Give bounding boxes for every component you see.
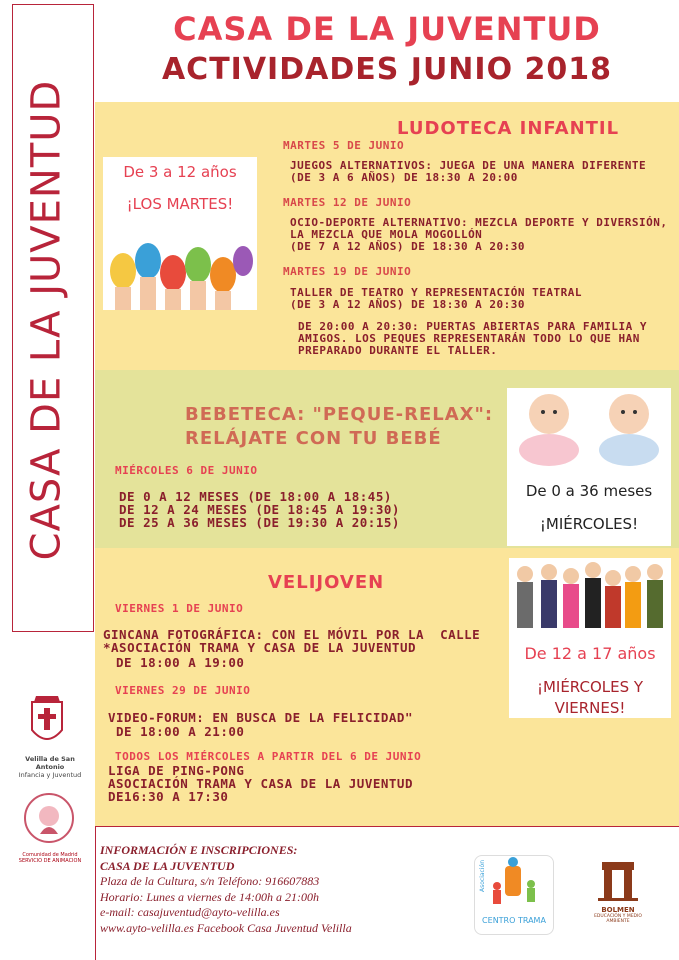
- bebeteca-title-1: BEBETECA: "PEQUE-RELAX":: [185, 404, 494, 425]
- trama-figures-icon: [475, 856, 553, 916]
- ludoteca-date-2: MARTES 12 DE JUNIO: [283, 196, 412, 209]
- info-place: CASA DE LA JUVENTUD: [100, 858, 235, 873]
- velijoven-age-card: [509, 558, 671, 718]
- ludoteca-age: De 3 a 12 años: [123, 163, 237, 181]
- velijoven-date-3: TODOS LOS MIÉRCOLES A PARTIR DEL 6 DE JUNIO: [115, 750, 422, 763]
- sidebar-title: CASA DE LA JUVENTUD: [23, 79, 69, 561]
- ludoteca-text-2: OCIO-DEPORTE ALTERNATIVO: MEZCLA DEPORTE Y DIVERSIÓN, LA MEZCLA QUE MOLA MOGOLLÓN (DE 7 A 12 AÑOS) DE 18:30 A 20:30: [290, 216, 668, 253]
- velijoven-time-2: DE 18:00 A 21:00: [116, 724, 245, 739]
- centro-trama-logo: [474, 855, 554, 935]
- teenagers-image: [509, 558, 671, 638]
- youth-service-logo-icon: [18, 790, 80, 850]
- babies-image: [507, 388, 671, 468]
- velijoven-text-3: LIGA DE PING-PONG ASOCIACIÓN TRAMA Y CASA DE LA JUVENTUD DE16:30 A 17:30: [108, 763, 413, 804]
- bolmen-subtitle: EDUCACIÓN Y MEDIO AMBIENTE: [594, 914, 642, 924]
- velijoven-date-2: VIERNES 29 DE JUNIO: [115, 684, 251, 697]
- velijoven-time-1: DE 18:00 A 19:00: [116, 655, 245, 670]
- info-address: Plaza de la Cultura, s/n Teléfono: 916607883: [100, 874, 320, 888]
- bebeteca-age-card: [507, 388, 671, 546]
- contact-info: [100, 843, 352, 936]
- bebeteca-title-2: RELÁJATE CON TU BEBÉ: [185, 428, 442, 449]
- youth-service-caption: Comunidad de Madrid SERVICIO DE ANIMACION: [18, 852, 82, 864]
- trama-label: CENTRO TRAMA: [482, 916, 546, 925]
- dolmen-icon: [588, 858, 648, 902]
- bebeteca-schedule: DE 0 A 12 MESES (DE 18:00 A 18:45) DE 12 A 24 MESES (DE 18:45 A 19:30) DE 25 A 36 MESES (DE 19:30 A 20:15): [119, 489, 400, 530]
- painted-hands-image: [103, 231, 257, 310]
- ludoteca-day: ¡LOS MARTES!: [126, 195, 234, 213]
- bolmen-label: BOLMEN: [601, 906, 635, 914]
- velijoven-age: De 12 a 17 años: [524, 644, 656, 663]
- ludoteca-title: LUDOTECA INFANTIL: [397, 118, 620, 139]
- info-email[interactable]: e-mail: casajuventud@ayto-velilla.es: [100, 905, 280, 919]
- info-hours: Horario: Lunes a viernes de 14:00h a 21:00h: [100, 889, 319, 904]
- velijoven-text-2: VIDEO-FORUM: EN BUSCA DE LA FELICIDAD": [108, 710, 413, 725]
- ludoteca-text-3: TALLER DE TEATRO Y REPRESENTACIÓN TEATRAL (DE 3 A 12 AÑOS) DE 18:30 A 20:30: [290, 286, 583, 311]
- velijoven-day-1: ¡MIÉRCOLES Y: [536, 678, 644, 696]
- bebeteca-day: ¡MIÉRCOLES!: [539, 515, 639, 533]
- bolmen-logo: [588, 858, 648, 928]
- bebeteca-age: De 0 a 36 meses: [525, 482, 653, 500]
- ludoteca-date-3: MARTES 19 DE JUNIO: [283, 265, 412, 278]
- page-subtitle: ACTIVIDADES JUNIO 2018: [161, 52, 613, 87]
- ludoteca-open-doors: DE 20:00 A 20:30: PUERTAS ABIERTAS PARA FAMILIA Y AMIGOS. LOS PEQUES REPRESENTARÁN TODO LO QUE HAN PREPARADO DURANTE EL TALLER.: [298, 320, 648, 357]
- ludoteca-age-card: [103, 157, 257, 310]
- info-web[interactable]: www.ayto-velilla.es Facebook Casa Juventud Velilla: [100, 920, 352, 935]
- trama-side-label: Asociación: [479, 860, 486, 892]
- info-heading: INFORMACIÓN E INSCRIPCIONES:: [100, 843, 298, 857]
- ludoteca-text-1: JUEGOS ALTERNATIVOS: JUEGA DE UNA MANERA DIFERENTE (DE 3 A 6 AÑOS) DE 18:30 A 20:00: [290, 159, 647, 184]
- velijoven-title: VELIJOVEN: [268, 572, 385, 593]
- page-title: CASA DE LA JUVENTUD: [173, 10, 601, 48]
- crest-caption: Velilla de San Antonio Infancia y Juventud: [18, 755, 82, 779]
- velilla-crest-icon: [28, 690, 66, 750]
- ludoteca-date-1: MARTES 5 DE JUNIO: [283, 139, 405, 152]
- bebeteca-date: MIÉRCOLES 6 DE JUNIO: [115, 464, 258, 477]
- velijoven-text-1: GINCANA FOTOGRÁFICA: CON EL MÓVIL POR LA CALLE *ASOCIACIÓN TRAMA Y CASA DE LA JUVENTUD: [103, 627, 481, 655]
- velijoven-date-1: VIERNES 1 DE JUNIO: [115, 602, 244, 615]
- velijoven-day-2: VIERNES!: [554, 699, 626, 717]
